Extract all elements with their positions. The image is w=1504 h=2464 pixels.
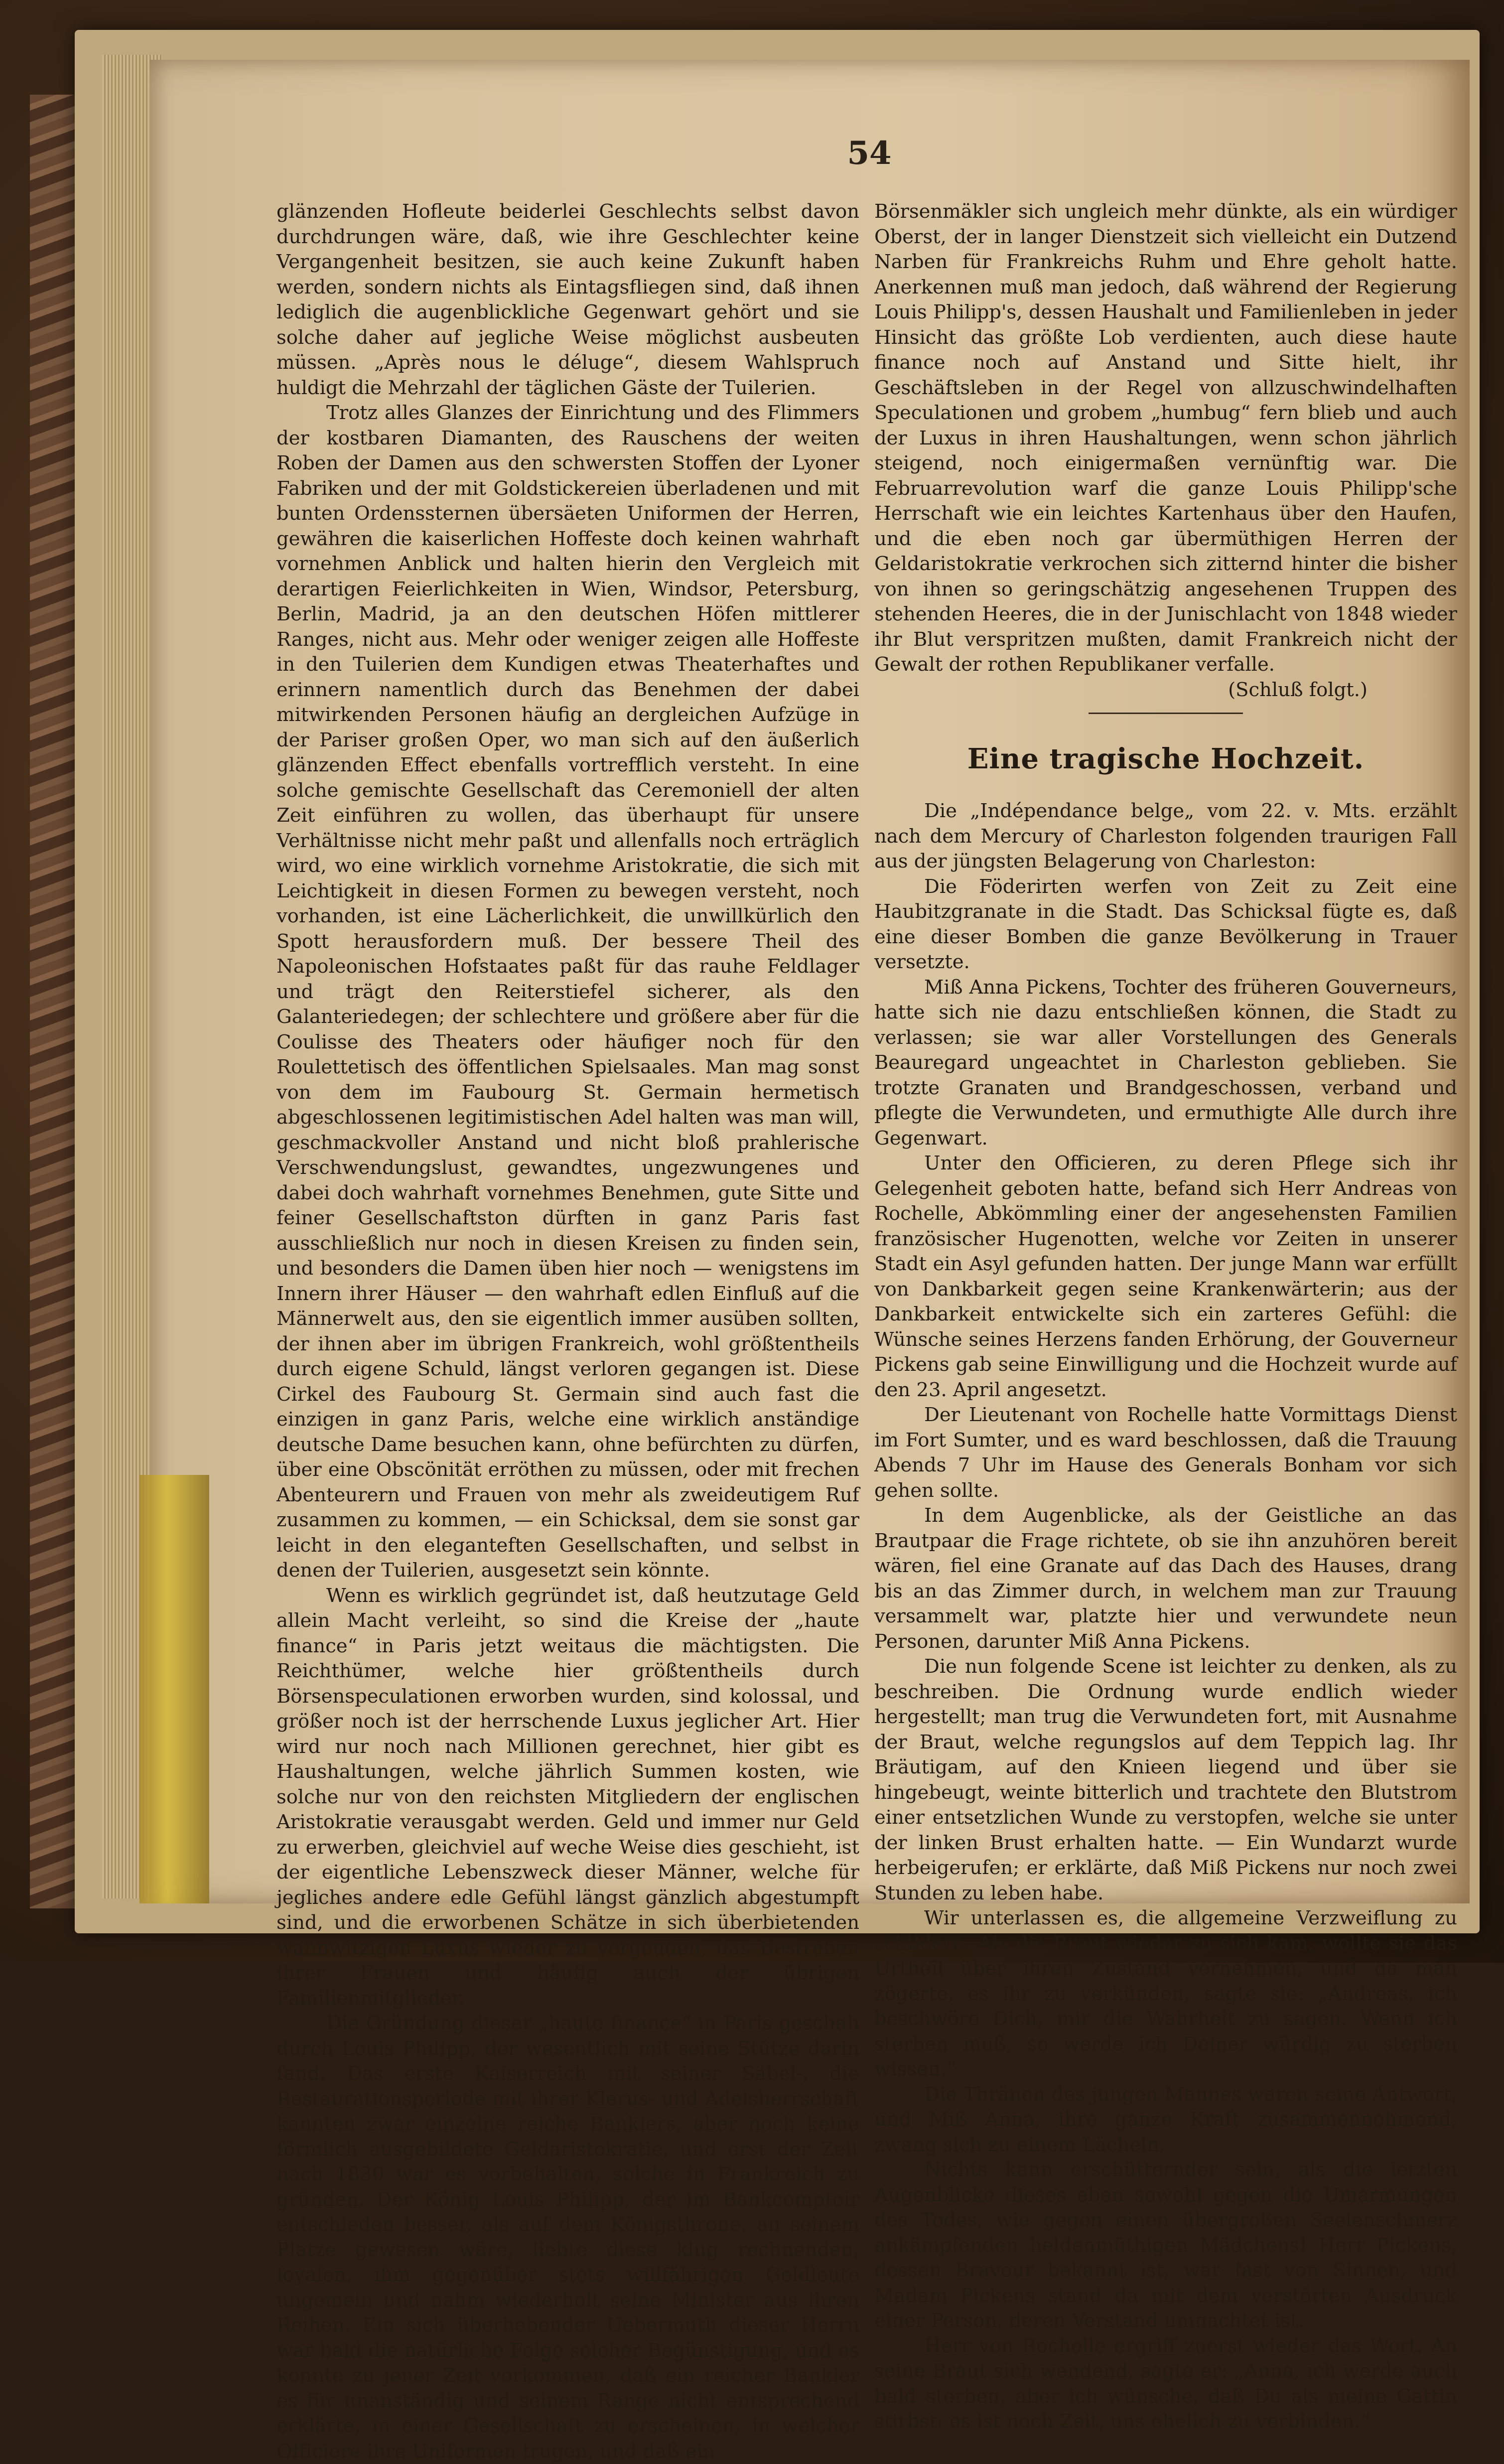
- paragraph: Der Lieutenant von Rochelle hatte Vormittags Dienst im Fort Sumter, und es ward beschlossen, daß die Trauung Abends 7 Uhr im Hause des Generals Bonham vor sich gehen sollte.: [874, 1404, 1457, 1502]
- to-be-continued: (Schluß folgt.): [1228, 678, 1367, 701]
- paragraph: Die „Indépendance belge„ vom 22. v. Mts. erzählt nach dem Mercury of Charleston folgenden traurigen Fall aus der jüngsten Belagerung von Charleston:: [874, 800, 1457, 872]
- paragraph: In dem Augenblicke, als der Geistliche an das Brautpaar die Frage richtete, ob sie ihn anzuhören bereit wären, fiel eine Granate auf das Dach des Hauses, drang bis an das Zimmer durch, in welchem man zur Trauung versammelt war, platzte hier und verwundete neun Personen, darunter Miß Anna Pickens.: [874, 1504, 1457, 1653]
- paragraph: Die Föderirten werfen von Zeit zu Zeit eine Haubitzgranate in die Stadt. Das Schicksal fügte es, daß eine dieser Bomben die ganze Bevölkerung in Trauer versetzte.: [874, 875, 1457, 973]
- paragraph: Die Gründung dieser „haute finance“ in Paris geschah durch Louis Philipp, der wesentlich mit seine Stütze darin fand. Das erste Kaiserreich mit seiner Säbel-, die Restaurationsperiode mit ihrer Klerus- und Adelsherrschaft kannten zwar einzelne reiche Bankiers, aber noch keine förmlich ausgebildete Geldaristokratie, und erst der Zeit nach 1830 war es vorbehalten, solche in Frankreich zu gründen. Der König Louis Philipp, der im Bankcomptoir entschieden besser, als auf dem Königsthrone, an seinem Platze gewesen wäre, liebte diese klug rechnenden, loyalen, ihm gegenüber stets willfährigen Geldleute ungemein und nahm wiederholt seine Minister aus ihren Reihen. Ein sich überhebender Uebermuth dieser Herrn war bald die natürliche Folge solcher Begünstigung, und es konnte zu jener Zeit vorkommen, daß ein reicher Bankier es für unanständig und seinem Range nicht entsprechend erklärte, in einer Gesellschaft zu erscheinen, in welcher Officiere ihre Uniformen trugen, und daß ein: [276, 2012, 859, 2463]
- right-column: [874, 199, 1457, 2433]
- paragraph: Trotz alles Glanzes der Einrichtung und des Flimmers der kostbaren Diamanten, des Rauschens der weiten Roben der Damen aus den schwersten Stoffen der Lyoner Fabriken und der mit Goldstickereien überladenen und mit bunten Ordenssternen übersäeten Uniformen der Herren, gewähren die kaiserlichen Hoffeste doch keinen wahrhaft vornehmen Anblick und halten hierin den Vergleich mit derartigen Feierlichkeiten in Wien, Windsor, Petersburg, Berlin, Madrid, ja an den deutschen Höfen mittlerer Ranges, nicht aus. Mehr oder weniger zeigen alle Hoffeste in den Tuilerien dem Kundigen etwas Theaterhaftes und erinnern namentlich durch das Benehmen der dabei mitwirkenden Personen häufig an dergleichen Aufzüge in der Pariser großen Oper, wo man sich auf den äußerlich glänzenden Effect ebenfalls vortrefflich versteht. In eine solche gemischte Gesellschaft das Ceremoniell der alten Zeit einführen zu wollen, das überhaupt für unsere Verhältnisse nicht mehr paßt und allenfalls noch erträglich wird, wo eine wirklich vornehme Aristokratie, die sich mit Leichtigkeit in diesen Formen zu bewegen versteht, noch vorhanden, ist eine Lächerlichkeit, die unwillkürlich den Spott herausfordern muß. Der bessere Theil des Napoleonischen Hofstaates paßt für das rauhe Feldlager und trägt den Reiterstiefel sicherer, als den Galanteriedegen; der schlechtere und größere aber für die Coulisse des Theaters oder häufiger noch für den Roulettetisch des öffentlichen Spielsaales. Man mag sonst von dem im Faubourg St. Germain hermetisch abgeschlossenen legitimistischen Adel halten was man will, geschmackvoller Anstand und nicht bloß prahlerische Verschwendungslust, gewandtes, ungezwungenes und dabei doch wahrhaft vornehmes Benehmen, gute Sitte und feiner Gesellschaftston dürften in ganz Paris fast ausschließlich nur noch in diesen Kreisen zu finden sein, und besonders die Damen üben hier noch — wenigstens im Innern ihrer Häuser — den wahrhaft edlen Einfluß auf die Männerwelt aus, den sie eigentlich immer ausüben sollten, der ihnen aber im übrigen Frankreich, wohl größtentheils durch eigene Schuld, längst verloren gegangen ist. Diese Cirkel des Faubourg St. Germain sind auch fast die einzigen in ganz Paris, welche eine wirklich anständige deutsche Dame besuchen kann, ohne befürchten zu dürfen, über eine Obscönität erröthen zu müssen, oder mit frechen Abenteurern und Frauen von mehr als zweideutigem Ruf zusammen zu kommen, — ein Schicksal, dem sie sonst gar leicht in den eleganteften Gesellschaften, und selbst in denen der Tuilerien, ausgesetzt sein könnte.: [276, 402, 859, 1582]
- paragraph: Die nun folgende Scene ist leichter zu denken, als zu beschreiben. Die Ordnung wurde endlich wieder hergestellt; man trug die Verwundeten fort, mit Ausnahme der Braut, welche regungslos auf dem Teppich lag. Ihr Bräutigam, auf den Knieen liegend und über sie hingebeugt, weinte bitterlich und trachtete den Blutstrom einer entsetzlichen Wunde zu verstopfen, welche sie unter der linken Brust erhalten hatte. — Ein Wundarzt wurde herbeigerufen; er erklärte, daß Miß Pickens nur noch zwei Stunden zu leben habe.: [874, 1655, 1457, 1904]
- left-column: [276, 199, 859, 2463]
- section-divider: [1089, 713, 1243, 714]
- paragraph: Börsenmäkler sich ungleich mehr dünkte, als ein würdiger Oberst, der in langer Dienstzeit sich vielleicht ein Dutzend Narben für Frankreichs Ruhm und Ehre geholt hatte. Anerkennen muß man jedoch, daß während der Regierung Louis Philipp's, dessen Haushalt und Familienleben in jeder Hinsicht das größte Lob verdienten, auch diese haute finance noch auf Anstand und Sitte hielt, ihr Geschäftsleben in der Regel von allzuschwindelhaften Speculationen und grobem „humbug“ fern blieb und auch der Luxus in ihren Haushaltungen, wenn schon jährlich steigend, noch einigermaßen vernünftig war. Die Februarrevolution warf die ganze Louis Philipp'sche Herrschaft wie ein leichtes Kartenhaus über den Haufen, und die eben noch gar übermüthigen Herren der Geldaristokratie verkrochen sich zitternd hinter die bisher von ihnen so geringschätzig angesehenen Truppen des stehenden Heeres, die in der Junischlacht von 1848 wieder ihr Blut verspritzen mußten, damit Frankreich nicht der Gewalt der rothen Republikaner verfalle.: [874, 200, 1457, 676]
- paragraph: Nichts kann erschütternder sein, als die letzten Augenblicke dieses eben sowohl gegen die Umarmungen des Todes, wie gegen einen übergroßen Seelenschmerz ankämpfenden heldenmüthigen Mädchens! Herr Pickens, dessen Bravour bekannt ist, war fast von Sinnen, und Madam Pickens stand da mit dem verstörten Ausdruck einer Person, deren Verstand umnachtet ist.: [874, 2159, 1457, 2332]
- paragraph: Die Thränen des jungen Mannes waren seine Antwort, und Miß Anna, ihre ganze Kraft zusammennehmend, zwang sich zu einem Lächeln.: [874, 2083, 1457, 2156]
- page-number: 54: [847, 135, 892, 172]
- paragraph: Wir unterlassen es, die allgemeine Verzweiflung zu schildern. Als die Braut wieder zu sich kam, wollte sie das Urtheil über ihren Zustand vernehmen, und da man zögerte, es ihr zu verkünden, sagte sie: „Andreas, ich beschwöre Dich, mir die Wahrheit zu sagen. Wenn ich sterben muß, so werde ich Deiner würdig zu sterben wissen.“: [874, 1907, 1457, 2080]
- article-title: Eine tragische Hochzeit.: [967, 742, 1365, 775]
- paragraph: Miß Anna Pickens, Tochter des früheren Gouverneurs, hatte sich nie dazu entschließen können, die Stadt zu verlassen; sie war aller Vorstellungen des Generals Beauregard ungeachtet in Charleston geblieben. Sie trotzte Granaten und Brandgeschossen, verband und pflegte die Verwundeten, und ermuthigte Alle durch ihre Gegenwart.: [874, 976, 1457, 1150]
- paragraph: Herr von Rochelle ergriff zuerst wieder das Wort. An seine Braut sich wendend, sagte er: „Anna, ich werde auch bald sterben, aber ich wünsche, daß Du als meine Gattin stirbst; es ist noch Zeit, uns ehelich zu verbinden.“: [874, 2334, 1457, 2433]
- paragraph: Unter den Officieren, zu deren Pflege sich ihr Gelegenheit geboten hatte, befand sich Herr Andreas von Rochelle, Abkömmling einer der angesehensten Familien französischer Hugenotten, welche vor Zeiten in unserer Stadt ein Asyl gefunden hatten. Der junge Mann war erfüllt von Dankbarkeit gegen seine Krankenwärterin; aus der Dankbarkeit entwickelte sich ein zarteres Gefühl: die Wünsche seines Herzens fanden Erhörung, der Gouverneur Pickens gab seine Einwilligung und die Hochzeit wurde auf den 23. April angesetzt.: [874, 1152, 1457, 1401]
- yellow-page-edge: [139, 1475, 209, 1903]
- paragraph: glänzenden Hofleute beiderlei Geschlechts selbst davon durchdrungen wäre, daß, wie ihre Geschlechter keine Vergangenheit besitzen, sie auch keine Zukunft haben werden, sondern nichts als Eintagsfliegen sind, daß ihnen lediglich die augenblickliche Gegenwart gehört und sie solche daher auf jegliche Weise möglichst ausbeuten müssen. „Après nous le déluge“, diesem Wahlspruch huldigt die Mehrzahl der täglichen Gäste der Tuilerien.: [276, 200, 859, 399]
- paragraph: Wenn es wirklich gegründet ist, daß heutzutage Geld allein Macht verleiht, so sind die Kreise der „haute finance“ in Paris jetzt weitaus die mächtigsten. Die Reichthümer, welche hier größtentheils durch Börsenspeculationen erworben wurden, sind kolossal, und größer noch ist der herrschende Luxus jeglicher Art. Hier wird nur noch nach Millionen gerechnet, hier gibt es Haushaltungen, welche jährlich Summen kosten, wie solche nur von den reichsten Mitgliedern der englischen Aristokratie verausgabt werden. Geld und immer nur Geld zu erwerben, gleichviel auf weche Weise dies geschieht, ist der eigentliche Lebenszweck dieser Männer, welche für jegliches andere edle Gefühl längst gänzlich abgestumpft sind, und die erworbenen Schätze in sich überbietenden wahnwitzigen Luxus wieder zu vergeuden, das Bestreben ihrer Frauen und häufig auch der übrigen Familienmitglieder.: [276, 1584, 859, 2010]
